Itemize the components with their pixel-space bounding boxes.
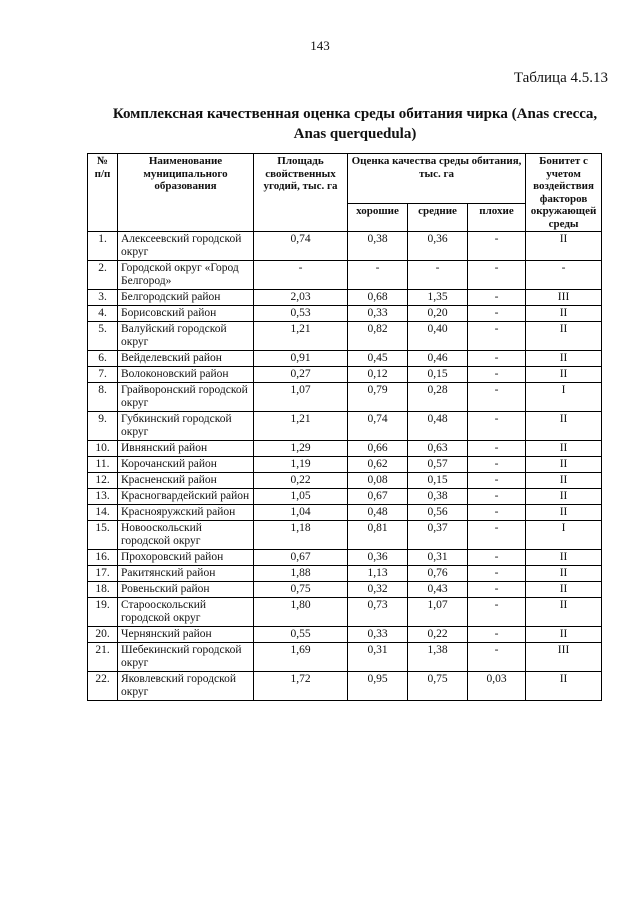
row-number: 21. (88, 643, 118, 672)
municipality-name: Чернянский район (118, 627, 254, 643)
bonitet-value: II (526, 441, 602, 457)
municipality-name: Прохоровский район (118, 550, 254, 566)
bonitet-value: II (526, 582, 602, 598)
area-value: 1,18 (254, 521, 348, 550)
row-number: 17. (88, 566, 118, 582)
bad-value: - (468, 261, 526, 290)
table-row (88, 290, 602, 306)
bonitet-value: I (526, 521, 602, 550)
area-value: 2,03 (254, 290, 348, 306)
good-value: 0,81 (348, 521, 408, 550)
area-value: - (254, 261, 348, 290)
medium-value: 0,63 (408, 441, 468, 457)
area-value: 1,21 (254, 412, 348, 441)
bonitet-value: II (526, 505, 602, 521)
municipality-name: Корочанский район (118, 457, 254, 473)
bad-value: - (468, 351, 526, 367)
good-value: 0,79 (348, 383, 408, 412)
area-value: 1,05 (254, 489, 348, 505)
bad-value: - (468, 441, 526, 457)
area-value: 1,80 (254, 598, 348, 627)
medium-value: 0,31 (408, 550, 468, 566)
row-number: 22. (88, 672, 118, 701)
municipality-name: Старооскольский городской округ (118, 598, 254, 627)
table-row (88, 412, 602, 441)
municipality-name: Ракитянский район (118, 566, 254, 582)
header-good: хорошие (348, 204, 408, 232)
municipality-name: Борисовский район (118, 306, 254, 322)
bad-value: - (468, 232, 526, 261)
area-value: 0,75 (254, 582, 348, 598)
row-number: 4. (88, 306, 118, 322)
table-row (88, 550, 602, 566)
table-row (88, 383, 602, 412)
title-line-1: Комплексная качественная оценка среды обитания чирка (Anas crecca, (112, 106, 598, 122)
bonitet-value: II (526, 322, 602, 351)
municipality-name: Валуйский городской округ (118, 322, 254, 351)
bonitet-value: II (526, 457, 602, 473)
table-row (88, 643, 602, 672)
row-number: 18. (88, 582, 118, 598)
bonitet-value: II (526, 232, 602, 261)
medium-value: - (408, 261, 468, 290)
table-row (88, 322, 602, 351)
bonitet-value: III (526, 290, 602, 306)
table-row (88, 367, 602, 383)
area-value: 1,72 (254, 672, 348, 701)
medium-value: 0,28 (408, 383, 468, 412)
good-value: 0,31 (348, 643, 408, 672)
row-number: 2. (88, 261, 118, 290)
good-value: 1,13 (348, 566, 408, 582)
bonitet-value: II (526, 412, 602, 441)
header-num: № п/п (88, 154, 118, 232)
header-name: Наименование муниципального образования (118, 154, 254, 232)
header-bad: плохие (468, 204, 526, 232)
medium-value: 0,15 (408, 367, 468, 383)
area-value: 1,19 (254, 457, 348, 473)
bad-value: - (468, 322, 526, 351)
row-number: 3. (88, 290, 118, 306)
title-line-2: Anas querquedula) (293, 126, 417, 142)
table-row (88, 261, 602, 290)
bad-value: - (468, 598, 526, 627)
table-row (88, 473, 602, 489)
bad-value: - (468, 412, 526, 441)
table-row (88, 441, 602, 457)
table-row (88, 521, 602, 550)
good-value: 0,48 (348, 505, 408, 521)
table-label: Таблица 4.5.13 (513, 70, 608, 86)
bad-value: - (468, 582, 526, 598)
header-quality: Оценка качества среды обитания, тыс. га (348, 154, 526, 204)
table-row (88, 566, 602, 582)
bad-value: - (468, 566, 526, 582)
area-value: 1,07 (254, 383, 348, 412)
area-value: 1,04 (254, 505, 348, 521)
bonitet-value: II (526, 367, 602, 383)
municipality-name: Красногвардейский район (118, 489, 254, 505)
header-medium: средние (408, 204, 468, 232)
bad-value: - (468, 521, 526, 550)
medium-value: 0,40 (408, 322, 468, 351)
municipality-name: Ровеньский район (118, 582, 254, 598)
row-number: 8. (88, 383, 118, 412)
bad-value: - (468, 489, 526, 505)
medium-value: 1,38 (408, 643, 468, 672)
municipality-name: Волоконовский район (118, 367, 254, 383)
municipality-name: Новооскольский городской округ (118, 521, 254, 550)
good-value: 0,95 (348, 672, 408, 701)
medium-value: 0,36 (408, 232, 468, 261)
header-area: Площадь свойственных угодий, тыс. га (254, 154, 348, 232)
good-value: 0,08 (348, 473, 408, 489)
bad-value: - (468, 505, 526, 521)
municipality-name: Грайворонский городской округ (118, 383, 254, 412)
bonitet-value: II (526, 351, 602, 367)
municipality-name: Вейделевский район (118, 351, 254, 367)
bonitet-value: II (526, 566, 602, 582)
bonitet-value: II (526, 489, 602, 505)
area-value: 0,27 (254, 367, 348, 383)
bonitet-value: II (526, 473, 602, 489)
bad-value: - (468, 457, 526, 473)
table-row (88, 351, 602, 367)
municipality-name: Алексеевский городской округ (118, 232, 254, 261)
municipality-name: Красненский район (118, 473, 254, 489)
bad-value: - (468, 383, 526, 412)
municipality-name: Городской округ «Город Белгород» (118, 261, 254, 290)
municipality-name: Шебекинский городской округ (118, 643, 254, 672)
bonitet-value: II (526, 306, 602, 322)
bad-value: 0,03 (468, 672, 526, 701)
bonitet-value: - (526, 261, 602, 290)
bad-value: - (468, 627, 526, 643)
municipality-name: Губкинский городской округ (118, 412, 254, 441)
habitat-quality-table (87, 153, 602, 701)
medium-value: 0,75 (408, 672, 468, 701)
area-value: 1,88 (254, 566, 348, 582)
header-bonitet: Бонитет с учетом воздействия факторов окружающей среды (526, 154, 602, 232)
table-body (88, 232, 602, 701)
row-number: 7. (88, 367, 118, 383)
bad-value: - (468, 550, 526, 566)
medium-value: 1,07 (408, 598, 468, 627)
row-number: 6. (88, 351, 118, 367)
good-value: 0,36 (348, 550, 408, 566)
area-value: 0,67 (254, 550, 348, 566)
bad-value: - (468, 473, 526, 489)
area-value: 0,74 (254, 232, 348, 261)
row-number: 14. (88, 505, 118, 521)
row-number: 5. (88, 322, 118, 351)
row-number: 1. (88, 232, 118, 261)
table-row (88, 457, 602, 473)
municipality-name: Краснояружский район (118, 505, 254, 521)
table-row (88, 627, 602, 643)
bonitet-value: III (526, 643, 602, 672)
medium-value: 0,46 (408, 351, 468, 367)
area-value: 0,22 (254, 473, 348, 489)
area-value: 1,69 (254, 643, 348, 672)
good-value: 0,38 (348, 232, 408, 261)
bonitet-value: II (526, 672, 602, 701)
bad-value: - (468, 367, 526, 383)
good-value: 0,32 (348, 582, 408, 598)
medium-value: 0,43 (408, 582, 468, 598)
area-value: 0,53 (254, 306, 348, 322)
good-value: - (348, 261, 408, 290)
medium-value: 1,35 (408, 290, 468, 306)
medium-value: 0,37 (408, 521, 468, 550)
page-number: 143 (310, 38, 330, 53)
table-row (88, 489, 602, 505)
good-value: 0,45 (348, 351, 408, 367)
good-value: 0,73 (348, 598, 408, 627)
medium-value: 0,76 (408, 566, 468, 582)
medium-value: 0,57 (408, 457, 468, 473)
municipality-name: Ивнянский район (118, 441, 254, 457)
table-row (88, 598, 602, 627)
bad-value: - (468, 290, 526, 306)
row-number: 15. (88, 521, 118, 550)
medium-value: 0,22 (408, 627, 468, 643)
area-value: 0,55 (254, 627, 348, 643)
good-value: 0,33 (348, 627, 408, 643)
table-row (88, 672, 602, 701)
area-value: 1,21 (254, 322, 348, 351)
row-number: 9. (88, 412, 118, 441)
medium-value: 0,48 (408, 412, 468, 441)
good-value: 0,33 (348, 306, 408, 322)
municipality-name: Белгородский район (118, 290, 254, 306)
good-value: 0,66 (348, 441, 408, 457)
good-value: 0,82 (348, 322, 408, 351)
row-number: 10. (88, 441, 118, 457)
row-number: 11. (88, 457, 118, 473)
table-row (88, 306, 602, 322)
good-value: 0,74 (348, 412, 408, 441)
table-row (88, 232, 602, 261)
good-value: 0,62 (348, 457, 408, 473)
area-value: 0,91 (254, 351, 348, 367)
medium-value: 0,15 (408, 473, 468, 489)
medium-value: 0,56 (408, 505, 468, 521)
bad-value: - (468, 643, 526, 672)
row-number: 20. (88, 627, 118, 643)
table-title (95, 104, 615, 144)
good-value: 0,68 (348, 290, 408, 306)
area-value: 1,29 (254, 441, 348, 457)
table-row (88, 582, 602, 598)
medium-value: 0,38 (408, 489, 468, 505)
bonitet-value: II (526, 598, 602, 627)
bonitet-value: I (526, 383, 602, 412)
row-number: 16. (88, 550, 118, 566)
table-row (88, 505, 602, 521)
bonitet-value: II (526, 550, 602, 566)
row-number: 13. (88, 489, 118, 505)
municipality-name: Яковлевский городской округ (118, 672, 254, 701)
bad-value: - (468, 306, 526, 322)
good-value: 0,67 (348, 489, 408, 505)
row-number: 19. (88, 598, 118, 627)
medium-value: 0,20 (408, 306, 468, 322)
bonitet-value: II (526, 627, 602, 643)
row-number: 12. (88, 473, 118, 489)
good-value: 0,12 (348, 367, 408, 383)
